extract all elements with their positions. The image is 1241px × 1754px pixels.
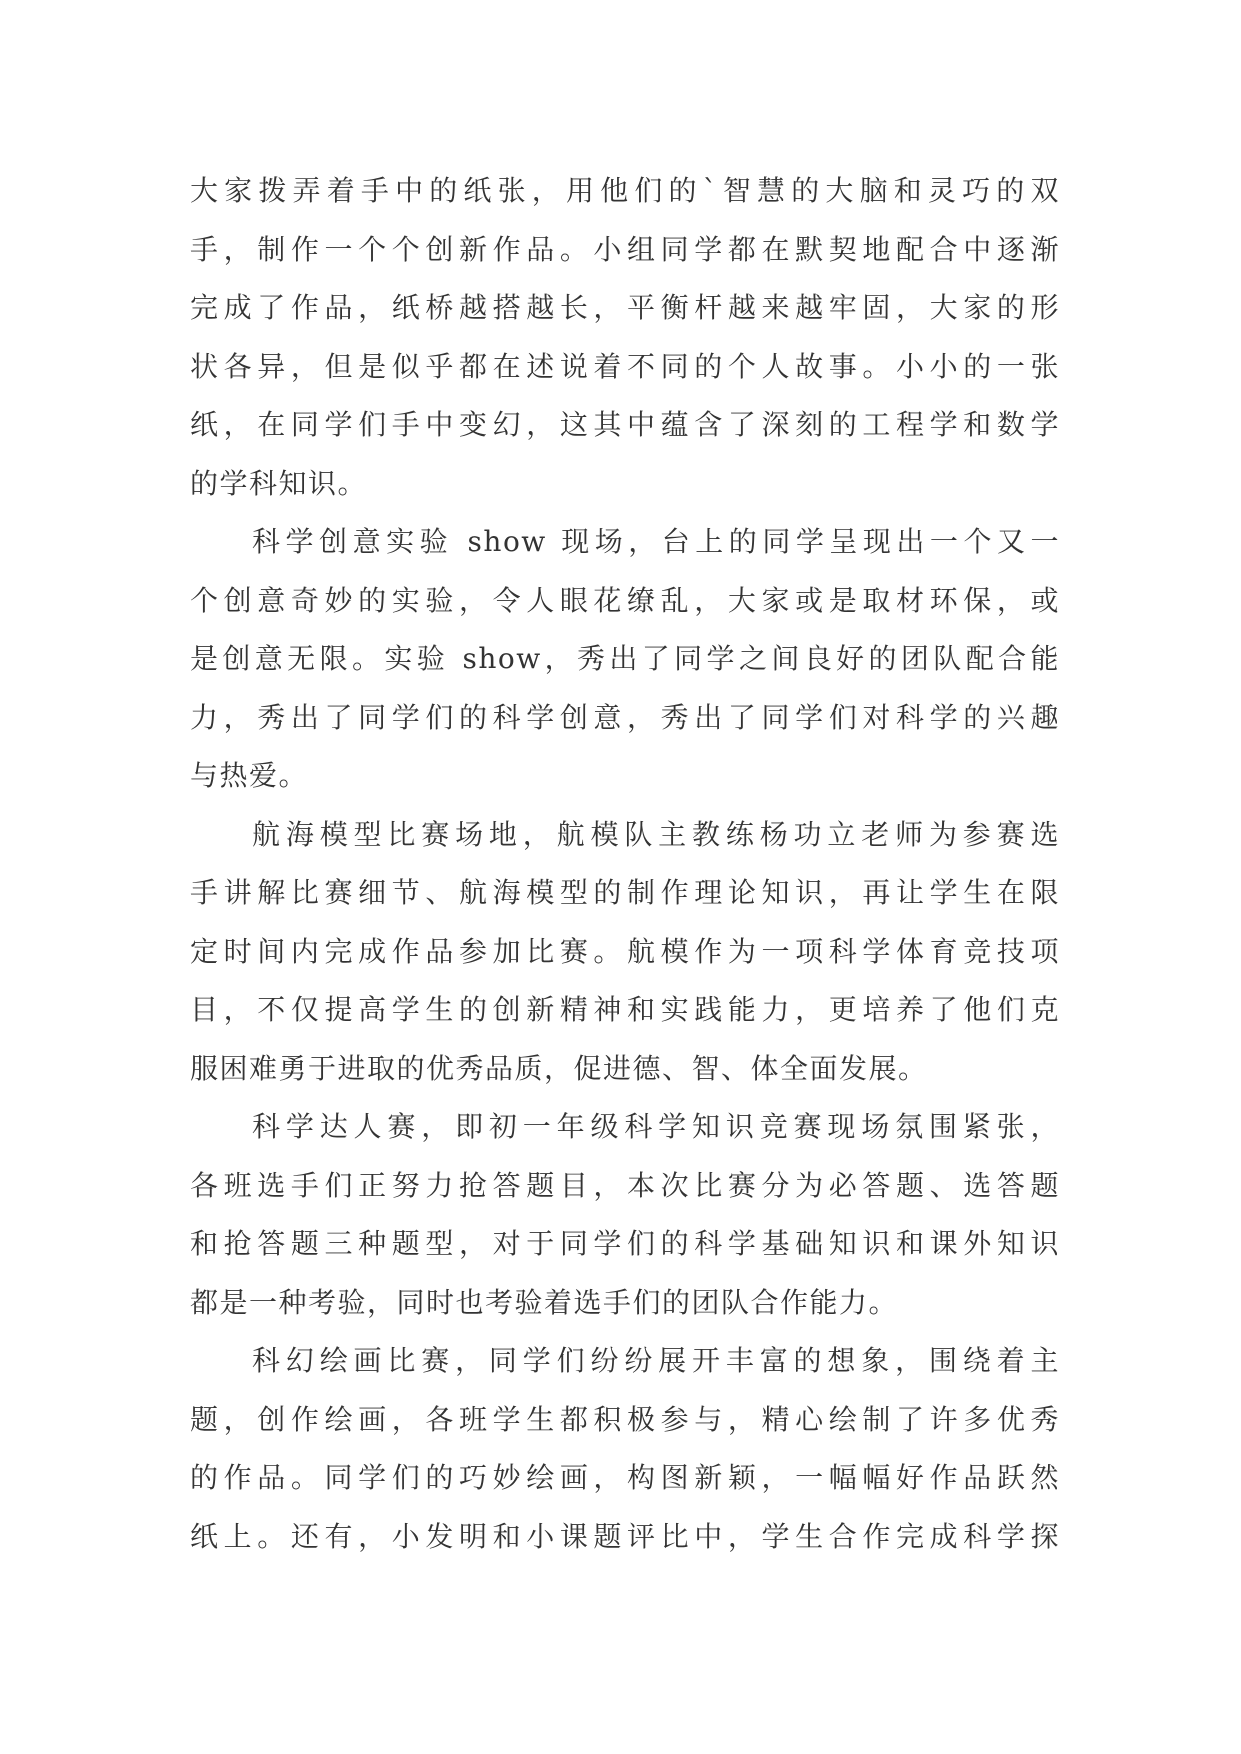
text-line: 手，制作一个个创新作品。小组同学都在默契地配合中逐渐 — [190, 232, 1060, 266]
text-line: 完成了作品，纸桥越搭越长，平衡杆越来越牢固，大家的形 — [190, 291, 1060, 324]
text-line: 定时间内完成作品参加比赛。航模作为一项科学体育竞技项 — [190, 934, 1060, 968]
text-line: 各班选手们正努力抢答题目，本次比赛分为必答题、选答题 — [190, 1168, 1060, 1202]
paragraph-science-quiz — [190, 1098, 1060, 1332]
text-line: 手讲解比赛细节、航海模型的制作理论知识，再让学生在限 — [190, 876, 1060, 909]
text-line: 服困难勇于进取的优秀品质，促进德、智、体全面发展。 — [190, 1051, 928, 1085]
text-line: 纸上。还有，小发明和小课题评比中，学生合作完成科学探 — [190, 1519, 1060, 1553]
text-line: 航海模型比赛场地，航模队主教练杨功立老师为参赛选 — [252, 817, 1060, 851]
paragraph-experiment-show — [190, 513, 1060, 806]
text-line: 的学科知识。 — [190, 466, 368, 500]
text-line: 的作品。同学们的巧妙绘画，构图新颖，一幅幅好作品跃然 — [190, 1461, 1060, 1494]
paragraph-scifi-painting — [190, 1332, 1060, 1566]
text-line: 科学创意实验 show 现场，台上的同学呈现出一个又一 — [252, 525, 1060, 558]
text-line: 科幻绘画比赛，同学们纷纷展开丰富的想象，围绕着主 — [252, 1344, 1060, 1377]
text-line: 与热爱。 — [190, 759, 309, 792]
text-line: 和抢答题三种题型，对于同学们的科学基础知识和课外知识 — [190, 1227, 1060, 1260]
text-line: 纸，在同学们手中变幻，这其中蕴含了深刻的工程学和数学 — [190, 408, 1060, 441]
text-line: 力，秀出了同学们的科学创意，秀出了同学们对科学的兴趣 — [190, 700, 1060, 734]
text-line: 个创意奇妙的实验，令人眼花缭乱，大家或是取材环保，或 — [190, 583, 1060, 617]
text-line: 是创意无限。实验 show，秀出了同学之间良好的团队配合能 — [190, 642, 1060, 675]
paragraph-paper-crafts — [190, 162, 1060, 513]
text-line: 科学达人赛，即初一年级科学知识竞赛现场氛围紧张， — [252, 1110, 1060, 1143]
text-line: 目，不仅提高学生的创新精神和实践能力，更培养了他们克 — [190, 993, 1060, 1026]
paragraph-ship-models — [190, 806, 1060, 1099]
text-line: 状各异，但是似乎都在述说着不同的个人故事。小小的一张 — [190, 349, 1060, 383]
text-line: 题，创作绘画，各班学生都积极参与，精心绘制了许多优秀 — [190, 1402, 1060, 1436]
text-line: 大家拨弄着手中的纸张，用他们的`智慧的大脑和灵巧的双 — [190, 174, 1060, 207]
document-body — [190, 162, 1060, 1566]
text-line: 都是一种考验，同时也考验着选手们的团队合作能力。 — [190, 1285, 899, 1319]
